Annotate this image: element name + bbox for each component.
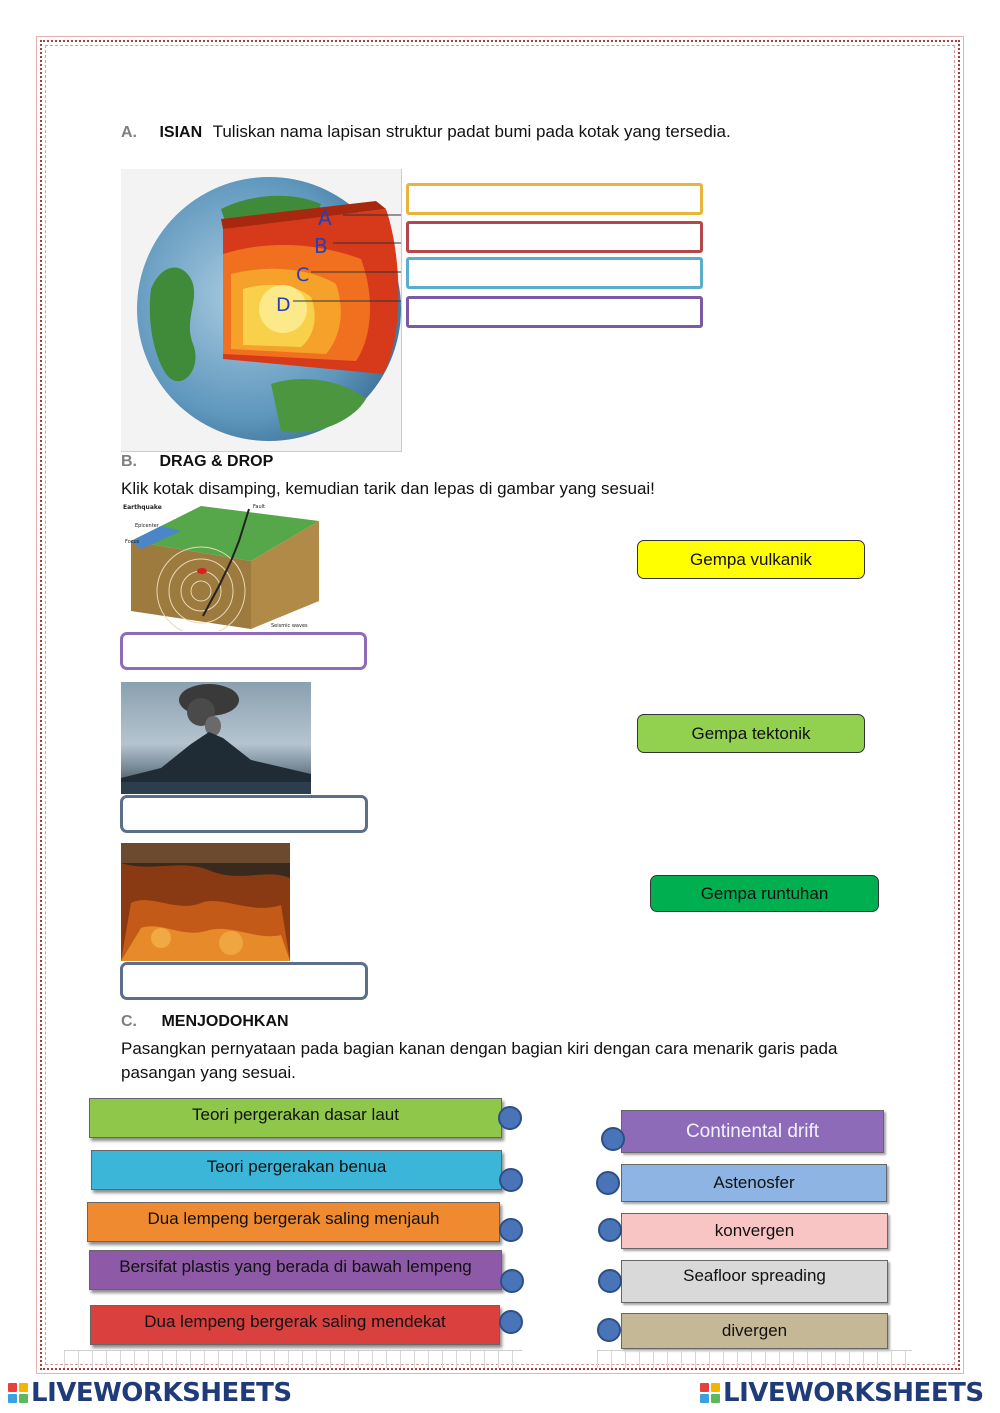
diagram-focus-label: Focus <box>125 539 140 545</box>
section-a-title: ISIAN <box>159 124 203 141</box>
layer-answer-b[interactable] <box>406 221 703 253</box>
drop-target-3[interactable] <box>120 962 368 1000</box>
match-right-label: Seafloor spreading <box>683 1266 826 1285</box>
match-left-dot-4[interactable] <box>500 1269 524 1293</box>
drag-chip-label: Gempa runtuhan <box>700 883 829 903</box>
match-left-1 <box>89 1098 502 1138</box>
match-right-label: konvergen <box>714 1221 795 1240</box>
match-right-dot-4[interactable] <box>598 1269 622 1293</box>
layer-answer-a[interactable] <box>406 183 703 215</box>
section-a-letter: A. <box>121 124 137 141</box>
diagram-title: Earthquake <box>123 504 162 511</box>
drag-chip-label: Gempa vulkanik <box>690 549 812 569</box>
match-left-label: Teori pergerakan dasar laut <box>192 1105 399 1124</box>
layer-label-d: D <box>276 294 291 316</box>
landslide-photo <box>121 843 290 961</box>
match-right-dot-2[interactable] <box>596 1171 620 1195</box>
match-right-dot-3[interactable] <box>598 1218 622 1242</box>
section-b-title: DRAG & DROP <box>159 453 274 470</box>
match-right-2 <box>621 1164 887 1202</box>
liveworksheets-brand: LIVEWORKSHEETS <box>723 1378 984 1408</box>
diagram-fault-label: Fault <box>253 504 265 510</box>
section-c-heading <box>121 1013 289 1031</box>
diagram-epicenter-label: Epicenter <box>135 523 159 529</box>
match-left-4 <box>89 1250 502 1290</box>
section-c-instruction: Pasangkan pernyataan pada bagian kanan dengan bagian kiri dengan cara menarik garis pada pasangan yang sesuai. <box>121 1039 838 1082</box>
drag-chip-gempa-tektonik[interactable] <box>637 714 865 753</box>
volcano-photo <box>121 682 311 794</box>
match-right-5 <box>621 1313 888 1349</box>
earth-layers-image <box>121 169 402 452</box>
drag-chip-gempa-vulkanik[interactable] <box>637 540 865 579</box>
section-b-letter: B. <box>121 453 137 470</box>
layer-label-a: A <box>318 206 332 230</box>
liveworksheets-mark-icon <box>700 1383 720 1403</box>
match-right-dot-1[interactable] <box>601 1127 625 1151</box>
table-edge-left <box>64 1350 522 1368</box>
match-right-3 <box>621 1213 888 1249</box>
match-right-1 <box>621 1110 884 1153</box>
match-right-label: divergen <box>721 1321 788 1340</box>
match-left-dot-5[interactable] <box>499 1310 523 1334</box>
liveworksheets-mark-icon <box>8 1383 28 1403</box>
drag-chip-gempa-runtuhan[interactable] <box>650 875 879 912</box>
match-left-label: Dua lempeng bergerak saling menjauh <box>147 1209 440 1228</box>
match-left-dot-2[interactable] <box>499 1168 523 1192</box>
section-c-title: MENJODOHKAN <box>161 1013 289 1030</box>
layer-label-b: B <box>314 234 328 258</box>
match-left-dot-1[interactable] <box>498 1106 522 1130</box>
drop-target-2[interactable] <box>120 795 368 833</box>
match-left-dot-3[interactable] <box>499 1218 523 1242</box>
section-a-instruction: Tuliskan nama lapisan struktur padat bumi pada kotak yang tersedia. <box>212 122 731 141</box>
table-edge-right <box>597 1350 912 1368</box>
section-b-heading <box>121 453 273 471</box>
drag-chip-label: Gempa tektonik <box>691 723 811 743</box>
match-right-label: Astenosfer <box>713 1173 795 1192</box>
match-left-3 <box>87 1202 500 1242</box>
match-left-5 <box>90 1305 500 1345</box>
earthquake-diagram-image <box>121 501 319 631</box>
layer-answer-c[interactable] <box>406 257 703 289</box>
layer-label-c: C <box>296 264 310 286</box>
match-left-label: Bersifat plastis yang berada di bawah lempeng <box>119 1257 472 1276</box>
drop-target-1[interactable] <box>120 632 367 670</box>
section-a-heading <box>121 120 731 144</box>
match-left-label: Dua lempeng bergerak saling mendekat <box>144 1312 446 1331</box>
liveworksheets-logo-left <box>8 1378 292 1408</box>
match-right-dot-5[interactable] <box>597 1318 621 1342</box>
layer-answer-d[interactable] <box>406 296 703 328</box>
liveworksheets-brand: LIVEWORKSHEETS <box>31 1378 292 1408</box>
match-right-4 <box>621 1260 888 1303</box>
section-b-instruction: Klik kotak disamping, kemudian tarik dan lepas di gambar yang sesuai! <box>121 479 655 498</box>
liveworksheets-logo-right <box>700 1378 984 1408</box>
diagram-waves-label: Seismic waves <box>271 623 308 629</box>
match-left-label: Teori pergerakan benua <box>206 1157 387 1176</box>
match-right-label: Continental drift <box>685 1120 820 1142</box>
match-left-2 <box>91 1150 502 1190</box>
section-c-letter: C. <box>121 1013 137 1030</box>
